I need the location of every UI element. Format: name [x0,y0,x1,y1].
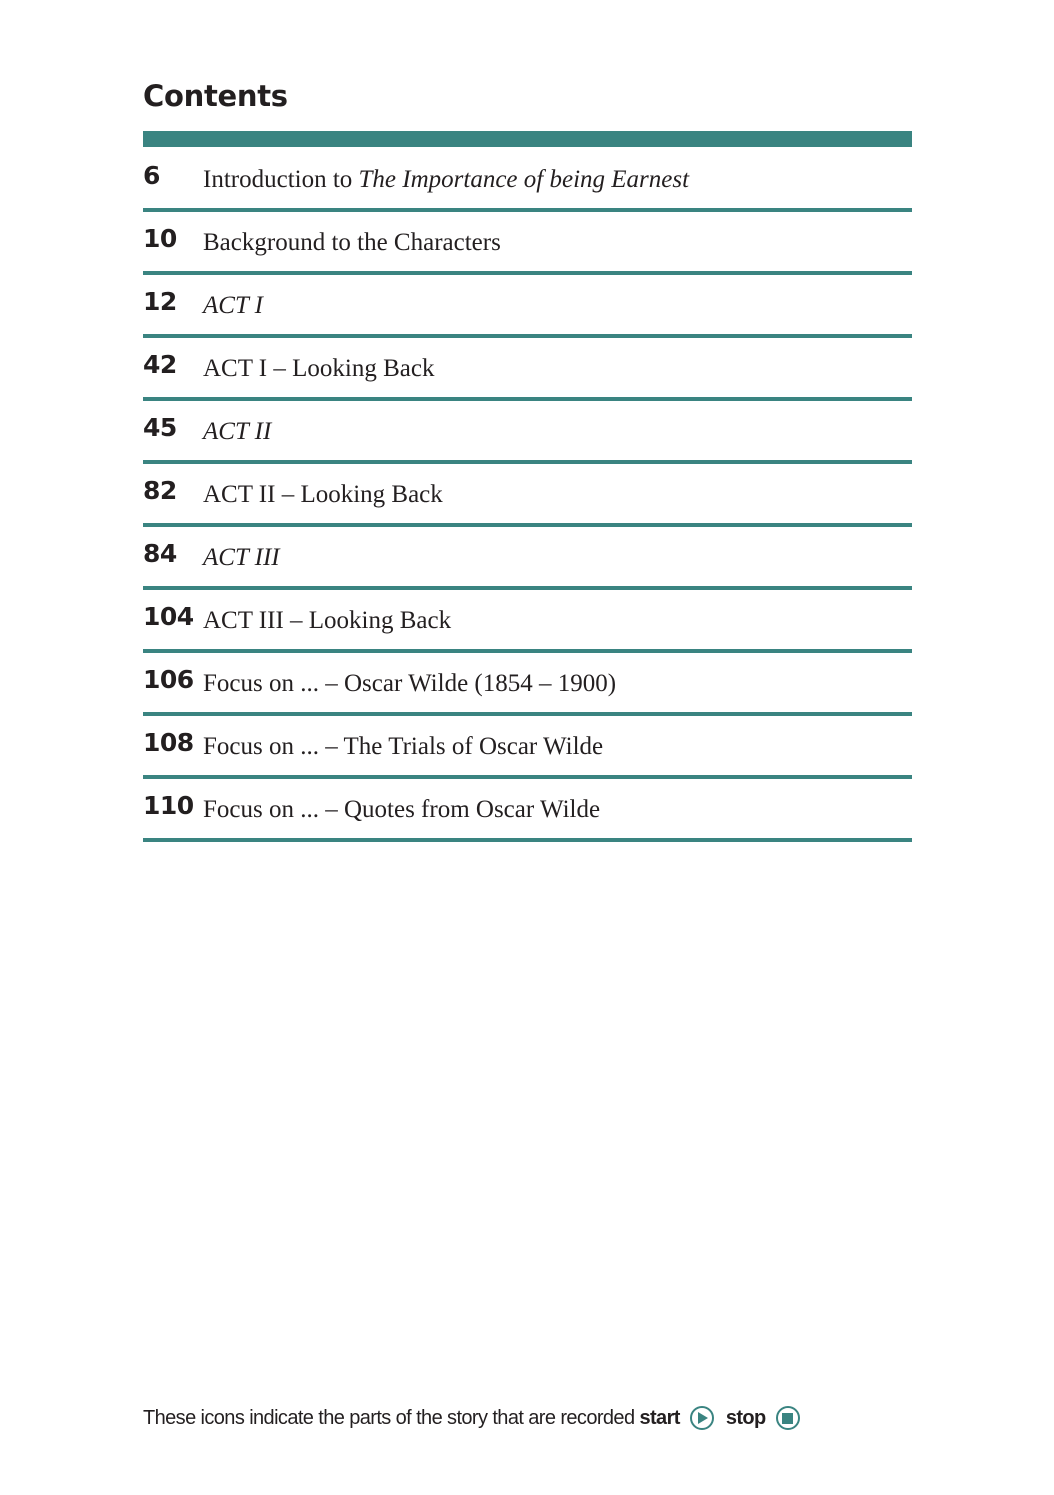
toc-entry-title [203,419,271,444]
page-title: Contents [143,79,288,113]
stop-label: stop [725,1406,766,1429]
toc-entry-title [203,545,280,570]
toc-entry[interactable] [143,779,912,842]
toc-entry[interactable] [143,149,912,212]
stop-icon [776,1406,800,1430]
toc-entry[interactable] [143,212,912,275]
toc-entry-title [203,230,501,255]
toc-entry[interactable] [143,464,912,527]
toc-entry[interactable] [143,590,912,653]
toc-page-number: 42 [143,350,177,379]
toc-page-number: 110 [143,791,194,820]
toc-title-text: Focus on ... – Oscar Wilde (1854 – 1900) [203,670,617,697]
toc-entry-title [203,356,434,381]
toc-title-text: ACT II – Looking Back [203,481,443,508]
audio-legend-text: These icons indicate the parts of the story that are recorded [143,1406,635,1429]
toc-title-italic: ACT I [203,292,263,319]
toc-entry-title [203,797,600,822]
toc-entry[interactable] [143,275,912,338]
heading-rule [143,131,912,147]
toc-title-text: ACT I – Looking Back [203,355,435,382]
toc-entry-title [203,293,263,318]
toc-entry[interactable] [143,653,912,716]
toc-page-number: 84 [143,539,177,568]
toc-title-text: Focus on ... – Quotes from Oscar Wilde [203,796,601,823]
toc-title-text: ACT III – Looking Back [203,607,452,634]
toc-entry[interactable] [143,338,912,401]
toc-title-text: Background to the Characters [203,229,501,256]
toc-page-number: 12 [143,287,177,316]
toc-title-text: Introduction to [203,166,359,193]
toc-page-number: 82 [143,476,177,505]
toc-page-number: 106 [143,665,194,694]
audio-legend [143,1403,812,1433]
toc-entry-title [203,482,443,507]
toc-page-number: 6 [143,161,160,190]
toc-page-number: 45 [143,413,177,442]
toc-page-number: 104 [143,602,194,631]
table-of-contents [143,149,912,842]
start-label: start [639,1406,680,1429]
toc-entry-title [203,608,451,633]
toc-entry[interactable] [143,716,912,779]
toc-entry-title [203,167,689,192]
toc-page-number: 108 [143,728,194,757]
play-icon [690,1406,714,1430]
toc-title-italic: The Importance of being Earnest [358,166,690,193]
toc-entry-title [203,671,616,696]
toc-title-text: Focus on ... – The Trials of Oscar Wilde [203,733,604,760]
toc-page-number: 10 [143,224,177,253]
toc-title-italic: ACT III [203,544,280,571]
toc-title-italic: ACT II [203,418,272,445]
toc-entry-title [203,734,603,759]
toc-entry[interactable] [143,401,912,464]
toc-entry[interactable] [143,527,912,590]
